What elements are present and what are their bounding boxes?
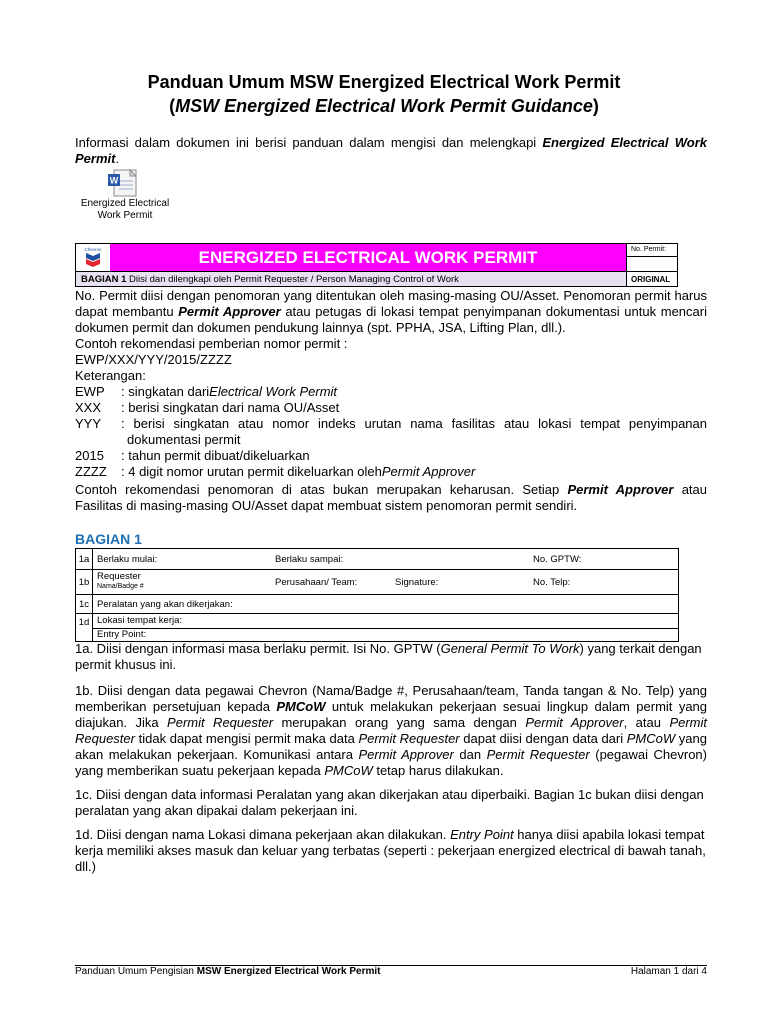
- keterangan-key: EWP: [75, 384, 105, 399]
- document-title: Panduan Umum MSW Energized Electrical Work Permit: [147, 72, 621, 92]
- footer-left: [75, 966, 381, 978]
- perusahaan-signature-cell: [271, 570, 529, 595]
- bagian1-heading: BAGIAN 1: [75, 531, 142, 547]
- berlaku-mulai-cell: Berlaku mulai:: [93, 549, 272, 570]
- subtitle-italic: MSW Energized Electrical Work Permit Guidance: [175, 96, 593, 116]
- numbering-example-intro: Contoh rekomendasi pemberian nomor permit :: [75, 336, 348, 351]
- p1b-text: (pegawai Chevron) yang memberikan suatu pekerjaan kepada: [75, 747, 707, 778]
- signature-label: Signature:: [395, 576, 439, 588]
- numbering-text-c: atau petugas di lokasi tempat penyimpanan dokumentasi untuk mencari dokumen permit dan dokumen pendukung lainnya (spt. PPHA, JSA, Lifting Plan, dll.).: [75, 304, 707, 335]
- keterangan-item: [75, 416, 707, 448]
- peralatan-cell: Peralatan yang akan dikerjakan:: [93, 595, 679, 614]
- p1b-text: merupakan orang yang sama dengan: [273, 715, 526, 730]
- p1a-text-c: ) yang terkait dengan permit khusus ini.: [75, 641, 702, 672]
- keterangan-text: : 4 digit nomor urutan permit dikeluarkan oleh: [121, 464, 382, 479]
- intro-paragraph: [75, 135, 707, 167]
- keterangan-italic: Electrical Work Permit: [209, 384, 338, 399]
- permit-header-sample: [75, 243, 678, 287]
- numbering-text-a: No. Permit diisi dengan penomoran yang ditentukan oleh masing-masing OU/Asset. Penomoran permit harus dapat membantu: [75, 288, 707, 319]
- p1b-italic: Permit Requester: [75, 715, 707, 746]
- table-row: [76, 570, 679, 595]
- requester-label: Requester: [97, 571, 141, 582]
- bagian1-form-table: [75, 548, 679, 642]
- numbering-paragraph: [75, 288, 707, 336]
- table-row: [76, 549, 679, 570]
- keterangan-italic: Permit Approver: [381, 464, 476, 479]
- keterangan-key: 2015: [75, 448, 104, 463]
- p1b-text: , atau: [623, 715, 670, 730]
- p1d-text-a: 1d. Diisi dengan nama Lokasi dimana pekerjaan akan dilakukan.: [75, 827, 451, 842]
- requester-cell: [93, 570, 272, 595]
- permit-title-banner: ENERGIZED ELECTRICAL WORK PERMIT: [110, 244, 626, 271]
- row-number: 1b: [76, 570, 93, 595]
- original-label: ORIGINAL: [626, 271, 677, 287]
- note-text-c: atau Fasilitas di masing-masing OU/Asset dapat membuat sistem penomoran permit sendiri.: [75, 482, 707, 513]
- requester-sublabel: Nama/Badge #: [97, 583, 144, 590]
- footer-left-text: Panduan Umum Pengisian: [75, 966, 197, 977]
- row-number: 1a: [76, 549, 93, 570]
- p1a-text-a: 1a. Diisi dengan informasi masa berlaku permit. Isi No. GPTW (: [75, 641, 441, 656]
- chevron-logo: [76, 244, 111, 271]
- no-telp-cell: No. Telp:: [529, 570, 679, 595]
- p1b-italic: PMCoW: [324, 763, 373, 778]
- no-gptw-cell: No. GPTW:: [529, 549, 679, 570]
- p1a-italic: General Permit To Work: [440, 641, 580, 656]
- bagian-banner: [76, 271, 626, 286]
- keterangan-label: Keterangan:: [75, 368, 146, 383]
- keterangan-text: : berisi singkatan dari nama OU/Asset: [121, 400, 340, 415]
- keterangan-text: : tahun permit dibuat/dikeluarkan: [121, 448, 310, 463]
- numbering-emphasis: Permit Approver: [178, 304, 281, 319]
- paragraph-1c: 1c. Diisi dengan data informasi Peralatan yang akan dikerjakan atau diperbaiki. Bagian 1c bukan diisi dengan peralatan yang akan dipakai dalam pekerjaan ini.: [75, 787, 704, 818]
- chevron-logo-text: Chevron: [84, 247, 102, 252]
- keterangan-key: ZZZZ: [75, 464, 107, 479]
- keterangan-item: [75, 400, 339, 416]
- subtitle-paren-open: (: [169, 96, 176, 116]
- entry-point-label: Entry Point:: [97, 629, 147, 640]
- p1b-italic: Permit Approver: [525, 715, 624, 730]
- keterangan-item: [75, 448, 310, 464]
- keterangan-key: YYY: [75, 416, 102, 431]
- p1b-text: tidak dapat mengisi permit maka data: [134, 731, 359, 746]
- no-permit-field: [626, 257, 677, 271]
- p1b-italic: PMCoW: [626, 731, 676, 746]
- keterangan-text: : berisi singkatan atau nomor indeks urutan nama fasilitas atau lokasi tempat penyimpanan dokumentasi permit: [121, 416, 707, 447]
- berlaku-sampai-cell: Berlaku sampai:: [271, 549, 529, 570]
- p1b-italic: Permit Requester: [486, 747, 590, 762]
- p1b-text: 1b. Diisi dengan data pegawai Chevron (Nama/Badge #, Perusahaan/team, Tanda tangan & No. Telp) yang memberikan persetujuan kepada: [75, 683, 707, 714]
- intro-emphasis: Energized Electrical Work Permit: [75, 135, 707, 166]
- paragraph-1b: [75, 683, 707, 779]
- p1b-italic: Permit Requester: [358, 731, 460, 746]
- lokasi-cell: [93, 614, 679, 642]
- p1b-text: untuk melakukan pekerjaan sesuai lingkup dalam permit yang diajukan. Jika: [75, 699, 708, 730]
- subtitle-paren-close: ): [592, 96, 599, 116]
- word-document-icon[interactable]: [106, 169, 142, 197]
- table-row: [76, 595, 679, 614]
- doc-icon-label[interactable]: [70, 198, 180, 222]
- note-text-a: Contoh rekomendasi penomoran di atas bukan merupakan keharusan. Setiap: [75, 482, 568, 497]
- lokasi-label: Lokasi tempat kerja:: [93, 614, 678, 629]
- note-emphasis: Permit Approver: [567, 482, 674, 497]
- p1b-text: tetap harus dilakukan.: [372, 763, 504, 778]
- p1b-italic: Permit Approver: [358, 747, 454, 762]
- p1b-text: dan: [453, 747, 487, 762]
- document-subtitle: [0, 96, 768, 117]
- paragraph-1d: [75, 827, 707, 875]
- p1d-text-c: hanya diisi apabila lokasi tempat kerja memiliki akses masuk dan keluar yang terbatas (seperti : pekerjaan energized electrical di bawah tanah, dll.): [75, 827, 706, 874]
- perusahaan-label: Perusahaan/ Team:: [275, 576, 358, 588]
- paragraph-1a: [75, 641, 707, 673]
- p1b-emphasis: PMCoW: [276, 699, 326, 714]
- p1b-italic: Permit Requester: [167, 715, 274, 730]
- keterangan-key: XXX: [75, 400, 102, 415]
- doc-icon-label-line2: Work Permit: [97, 210, 153, 221]
- row-number: 1c: [76, 595, 93, 614]
- footer-left-bold: MSW Energized Electrical Work Permit: [196, 966, 381, 977]
- numbering-note: [75, 482, 707, 514]
- intro-text: Informasi dalam dokumen ini berisi panduan dalam mengisi dan melengkapi: [75, 135, 543, 150]
- svg-text:W: W: [109, 175, 119, 186]
- keterangan-item: [75, 464, 475, 480]
- row-number: 1d: [76, 614, 93, 642]
- intro-end: .: [115, 151, 120, 166]
- bagian-banner-text: Diisi dan dilengkapi oleh Permit Requester / Person Managing Control of Work: [126, 274, 459, 285]
- keterangan-item: [75, 384, 337, 400]
- keterangan-text: : singkatan dari: [121, 384, 210, 399]
- p1d-italic: Entry Point: [450, 827, 514, 842]
- footer-page-number: Halaman 1 dari 4: [630, 966, 707, 977]
- p1b-text: dapat diisi dengan data dari: [459, 731, 627, 746]
- numbering-example: EWP/XXX/YYY/2015/ZZZZ: [75, 352, 232, 367]
- p1b-text: yang akan melakukan pekerjaan. Komunikasi antara: [75, 731, 707, 762]
- doc-icon-label-line1: Energized Electrical: [80, 198, 170, 209]
- bagian-banner-label: BAGIAN 1: [81, 274, 127, 285]
- no-permit-label: No. Permit:: [626, 244, 677, 257]
- table-row: [76, 614, 679, 642]
